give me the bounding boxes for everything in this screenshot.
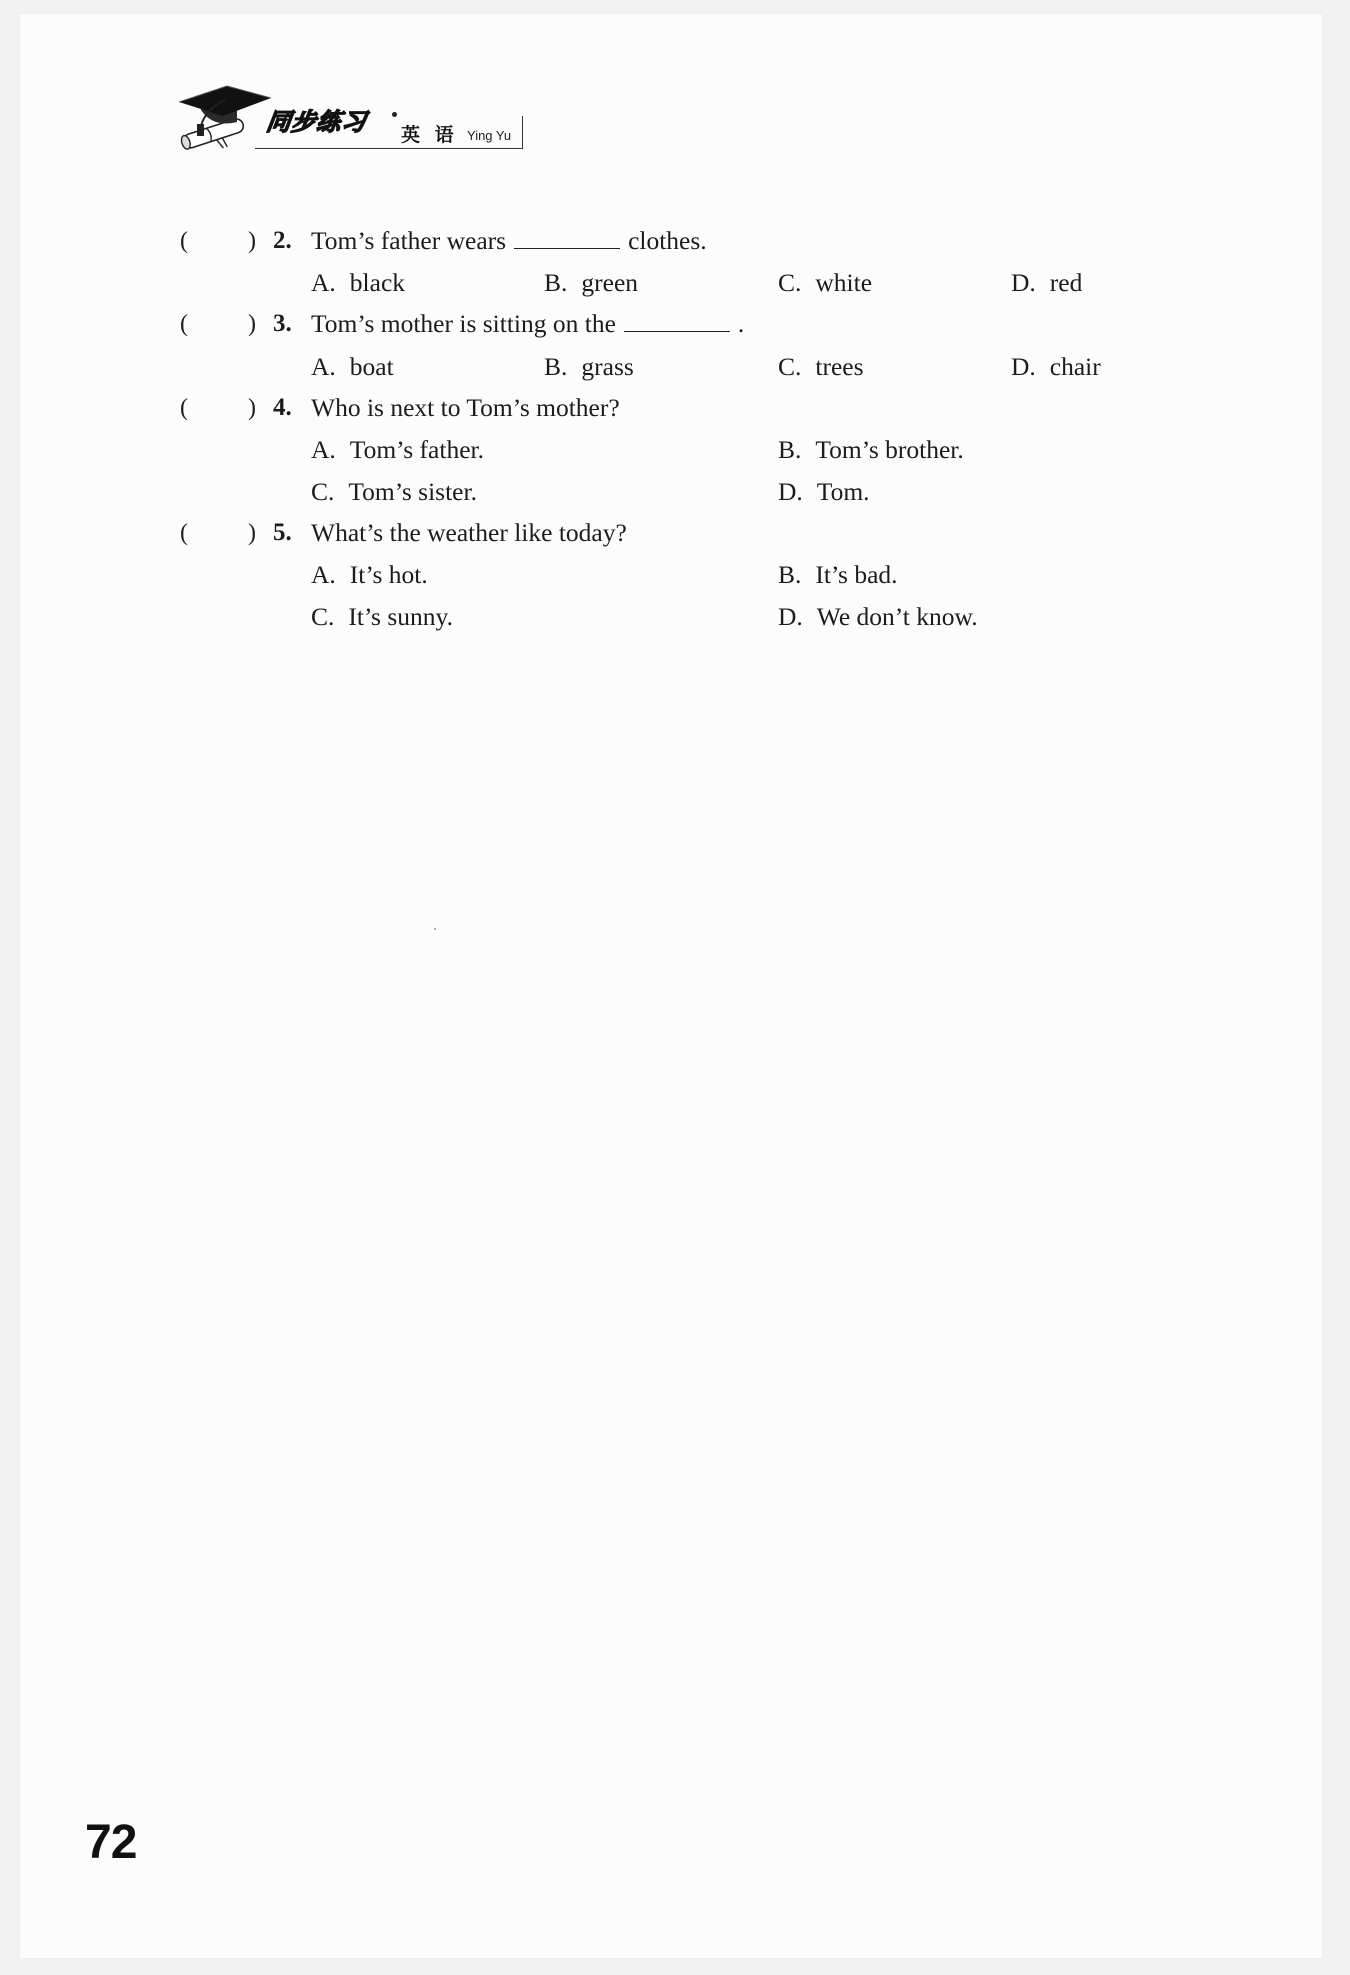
option-b: B. grass xyxy=(544,352,634,381)
page-number: 72 xyxy=(85,1816,137,1869)
answer-paren-close: ) xyxy=(248,311,256,337)
option-c: C. white xyxy=(778,268,873,297)
option-d: D. chair xyxy=(1011,352,1101,381)
answer-paren-close: ) xyxy=(248,520,256,546)
subject-label: 英 语 xyxy=(401,124,458,146)
option-c: C. trees xyxy=(778,352,864,381)
answer-blank xyxy=(514,247,620,249)
option-b: B. It’s bad. xyxy=(778,560,898,589)
option-c: C. Tom’s sister. xyxy=(311,477,477,506)
question-text-before: Tom’s mother is sitting on the xyxy=(311,309,616,338)
option-a: A. It’s hot. xyxy=(311,560,428,589)
question-text-after: clothes. xyxy=(628,226,707,255)
answer-paren-open: ( xyxy=(180,395,188,421)
header-dot xyxy=(392,112,397,117)
option-c: C. It’s sunny. xyxy=(311,602,453,631)
option-a: A. black xyxy=(311,268,406,297)
page-header xyxy=(175,80,535,160)
answer-blank xyxy=(624,330,730,332)
page xyxy=(20,14,1322,1958)
option-b: B. Tom’s brother. xyxy=(778,435,964,464)
option-d: D. Tom. xyxy=(778,477,870,506)
answer-paren-close: ) xyxy=(248,395,256,421)
answer-paren-open: ( xyxy=(180,311,188,337)
question-text-after: . xyxy=(737,309,745,338)
question-number: 4. xyxy=(273,394,292,421)
series-title: 同步练习 xyxy=(264,108,369,136)
question-text: Who is next to Tom’s mother? xyxy=(311,393,620,422)
question-number: 5. xyxy=(273,519,292,546)
answer-paren-open: ( xyxy=(180,228,188,254)
scan-speck xyxy=(434,928,436,930)
header-rule-end xyxy=(522,116,523,149)
option-d: D. red xyxy=(1011,268,1083,297)
question-text-before: Tom’s father wears xyxy=(311,226,507,255)
question-text xyxy=(311,309,744,339)
option-a: A. boat xyxy=(311,352,394,381)
option-b: B. green xyxy=(544,268,639,297)
option-d: D. We don’t know. xyxy=(778,602,978,631)
question-number: 2. xyxy=(273,227,292,254)
question-text xyxy=(311,226,707,256)
option-a: A. Tom’s father. xyxy=(311,435,484,464)
answer-paren-open: ( xyxy=(180,520,188,546)
subject-pinyin: Ying Yu xyxy=(467,128,512,143)
answer-paren-close: ) xyxy=(248,228,256,254)
header-underline xyxy=(255,148,523,149)
question-text: What’s the weather like today? xyxy=(311,518,627,547)
question-number: 3. xyxy=(273,310,292,337)
